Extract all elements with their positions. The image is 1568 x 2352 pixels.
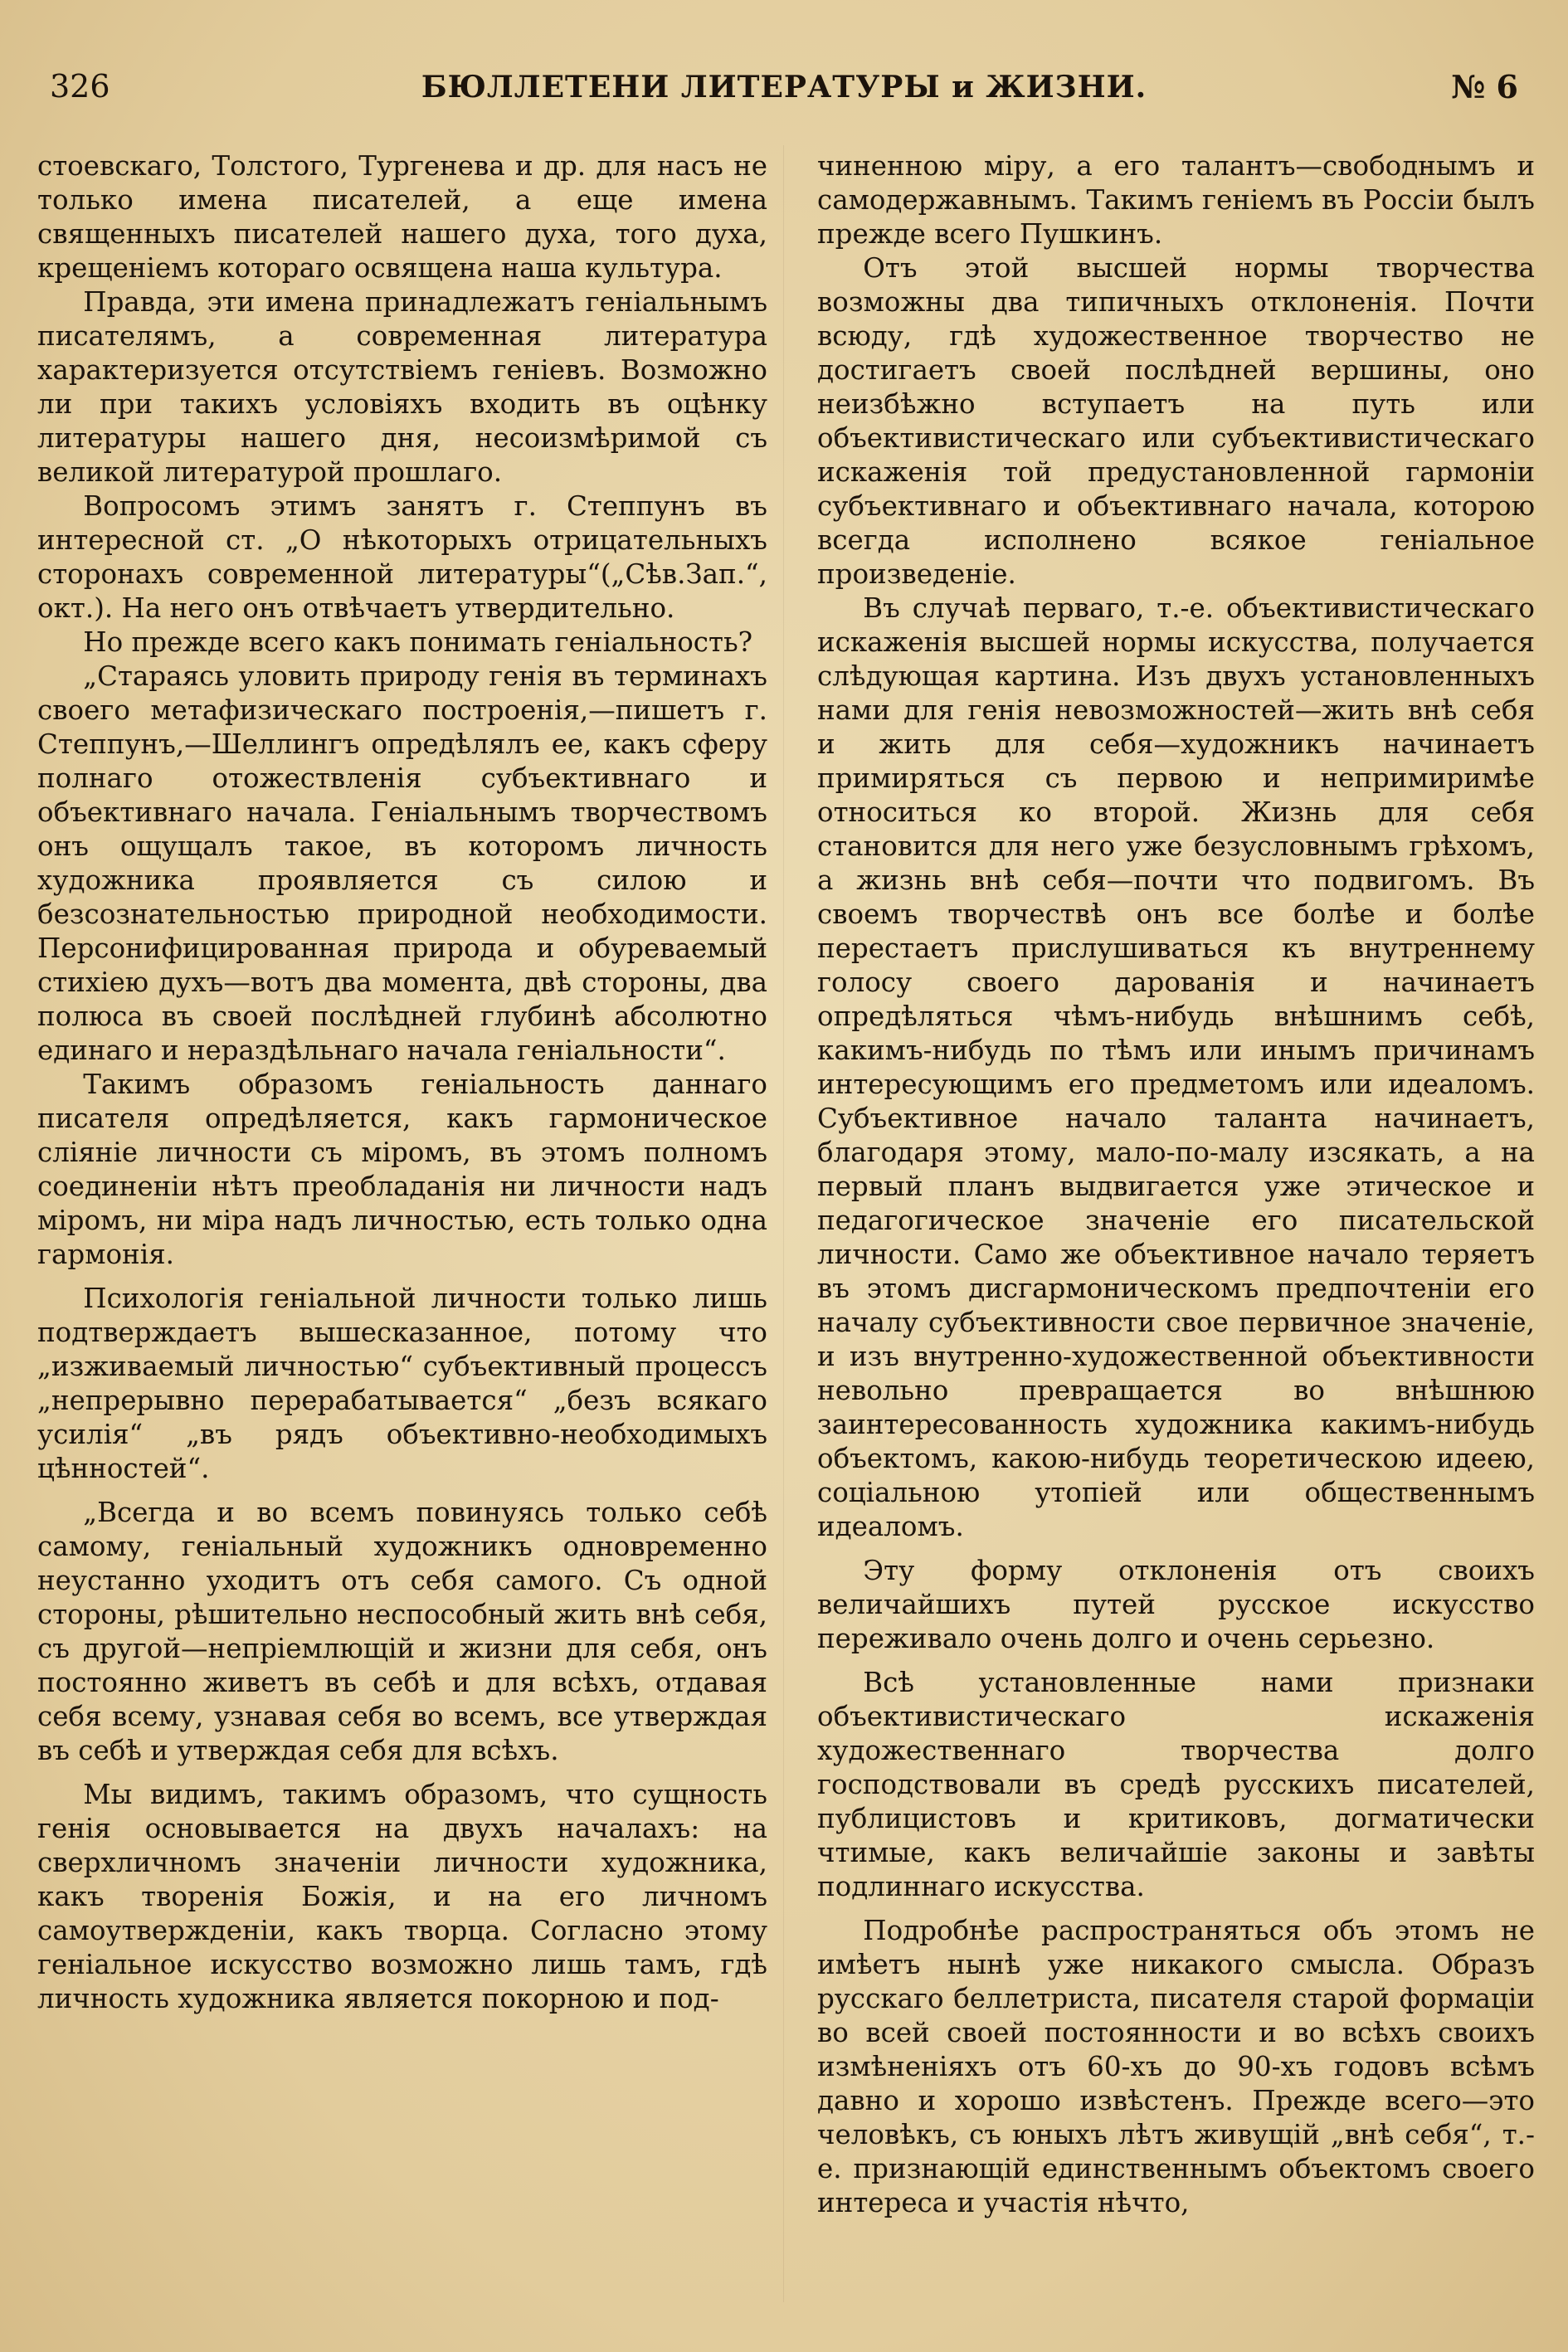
paragraph: Въ случаѣ перваго, т.-е. объективистическаго искаженія высшей нормы искусства, получается слѣдующая картина. Изъ двухъ установленныхъ нами для генія невозможностей—жить внѣ себя и жить для себя—художникъ начинаетъ примиряться съ первою и непримиримѣе относиться ко второй. Жизнь для себя становится для него уже безусловнымъ грѣхомъ, а жизнь внѣ себя—почти что подвигомъ. Въ своемъ творчествѣ онъ все болѣе и болѣе перестаетъ прислушиваться къ внутреннему голосу своего дарованія и начинаетъ опредѣляться чѣмъ-нибудь внѣшнимъ себѣ, какимъ-нибудь по тѣмъ или инымъ причинамъ интересующимъ его предметомъ или идеаломъ. Субъективное начало таланта начинаетъ, благодаря этому, мало-по-малу изсякать, а на первый планъ выдвигается уже этическое и педагогическое значеніе его писательской личности. Само же объективное начало теряетъ въ этомъ дисгармоническомъ предпочтеніи его началу субъективности свое первичное значеніе, и изъ внутренно-художественной объективности невольно превращается во внѣшнюю заинтересованность художника какимъ-нибудь объектомъ, какою-нибудь теоретическою идеею, соціальною утопіей или общественнымъ идеаломъ. — [817, 592, 1535, 1542]
column-divider — [783, 145, 784, 2302]
paragraph: Правда, эти имена принадлежатъ геніальнымъ писателямъ, а современная литература характеризуется отсутствіемъ геніевъ. Возможно ли при такихъ условіяхъ входить въ оцѣнку литературы нашего дня, несоизмѣримой съ великой литературой прошлаго. — [37, 286, 767, 488]
paragraph: стоевскаго, Толстого, Тургенева и др. для насъ не только имена писателей, а еще имена священныхъ писателей нашего духа, того духа, крещеніемъ котораго освящена наша культура. — [37, 150, 767, 284]
paragraph: Психологія геніальной личности только лишь подтверждаетъ вышесказанное, потому что „изживаемый личностью“ субъективный процессъ „непрерывно перерабатывается“ „безъ всякаго усилія“ „въ рядъ объективно-необходимыхъ цѣнностей“. — [37, 1283, 767, 1484]
paragraph: „Стараясь уловить природу генія въ терминахъ своего метафизическаго построенія,—пишетъ г. Степпунъ,—Шеллингъ опредѣлялъ ее, какъ сферу полнаго отожествленія субъективнаго и объективнаго начала. Геніальнымъ творчествомъ онъ ощущалъ такое, въ которомъ личность художника проявляется съ силою и безсознательностью природной необходимости. Персонифицированная природа и обуреваемый стихіею духъ—вотъ два момента, двѣ стороны, два полюса въ своей послѣдней глубинѣ абсолютно единаго и нераздѣльнаго начала геніальности“. — [37, 660, 767, 1066]
left-column — [37, 149, 767, 2016]
running-header — [50, 68, 1518, 118]
paragraph: Подробнѣе распространяться объ этомъ не имѣетъ нынѣ уже никакого смысла. Образъ русскаго беллетриста, писателя старой формаціи во всей своей постоянности и во всѣхъ своихъ измѣненіяхъ отъ 60-хъ до 90-хъ годовъ всѣмъ давно и хорошо извѣстенъ. Прежде всего—это человѣкъ, съ юныхъ лѣтъ живущій „внѣ себя“, т.-е. признающій единственнымъ объектомъ своего интереса и участія нѣчто, — [817, 1915, 1535, 2218]
issue-number: № 6 — [1451, 68, 1518, 105]
paragraph: чиненною міру, а его талантъ—свободнымъ и самодержавнымъ. Такимъ геніемъ въ Россіи былъ прежде всего Пушкинъ. — [817, 150, 1535, 250]
page-number: 326 — [50, 68, 110, 105]
paragraph: Но прежде всего какъ понимать геніальность? — [83, 626, 753, 658]
journal-title: БЮЛЛЕТЕНИ ЛИТЕРАТУРЫ и ЖИЗНИ. — [421, 70, 1147, 105]
paragraph: Вопросомъ этимъ занятъ г. Степпунъ въ интересной ст. „О нѣкоторыхъ отрицательныхъ сторонахъ современной литературы“(„Сѣв.Зап.“, окт.). На него онъ отвѣчаетъ утвердительно. — [37, 490, 767, 624]
paragraph: Такимъ образомъ геніальность даннаго писателя опредѣляется, какъ гармоническое сліяніе личности съ міромъ, въ этомъ полномъ соединеніи нѣтъ преобладанія ни личности надъ міромъ, ни міра надъ личностью, есть только одна гармонія. — [37, 1069, 767, 1270]
paragraph: Мы видимъ, такимъ образомъ, что сущность генія основывается на двухъ началахъ: на сверхличномъ значеніи личности художника, какъ творенія Божія, и на его личномъ самоутвержденіи, какъ творца. Согласно этому геніальное искусство возможно лишь тамъ, гдѣ личность художника является покорною и под- — [37, 1779, 767, 2014]
right-column — [817, 149, 1535, 2220]
paragraph: Отъ этой высшей нормы творчества возможны два типичныхъ отклоненія. Почти всюду, гдѣ художественное творчество не достигаетъ своей послѣдней вершины, оно неизбѣжно вступаетъ на путь или объективистическаго или субъективистическаго искаженія той предустановленной гармоніи субъективнаго и объективнаго начала, которою всегда исполнено всякое геніальное произведеніе. — [817, 252, 1535, 590]
paragraph: Всѣ установленные нами признаки объективистическаго искаженія художественнаго творчества долго господствовали въ средѣ русскихъ писателей, публицистовъ и критиковъ, догматически чтимые, какъ величайшіе законы и завѣты подлиннаго искусства. — [817, 1667, 1535, 1902]
paragraph: „Всегда и во всемъ повинуясь только себѣ самому, геніальный художникъ одновременно неустанно уходитъ отъ себя самого. Съ одной стороны, рѣшительно неспособный жить внѣ себя, съ другой—непріемлющій и жизни для себя, онъ постоянно живетъ въ себѣ и для всѣхъ, отдавая себя всему, узнавая себя во всемъ, все утверждая въ себѣ и утверждая себя для всѣхъ. — [37, 1497, 767, 1766]
paragraph: Эту форму отклоненія отъ своихъ величайшихъ путей русское искусство переживало очень долго и очень серьезно. — [817, 1555, 1535, 1654]
